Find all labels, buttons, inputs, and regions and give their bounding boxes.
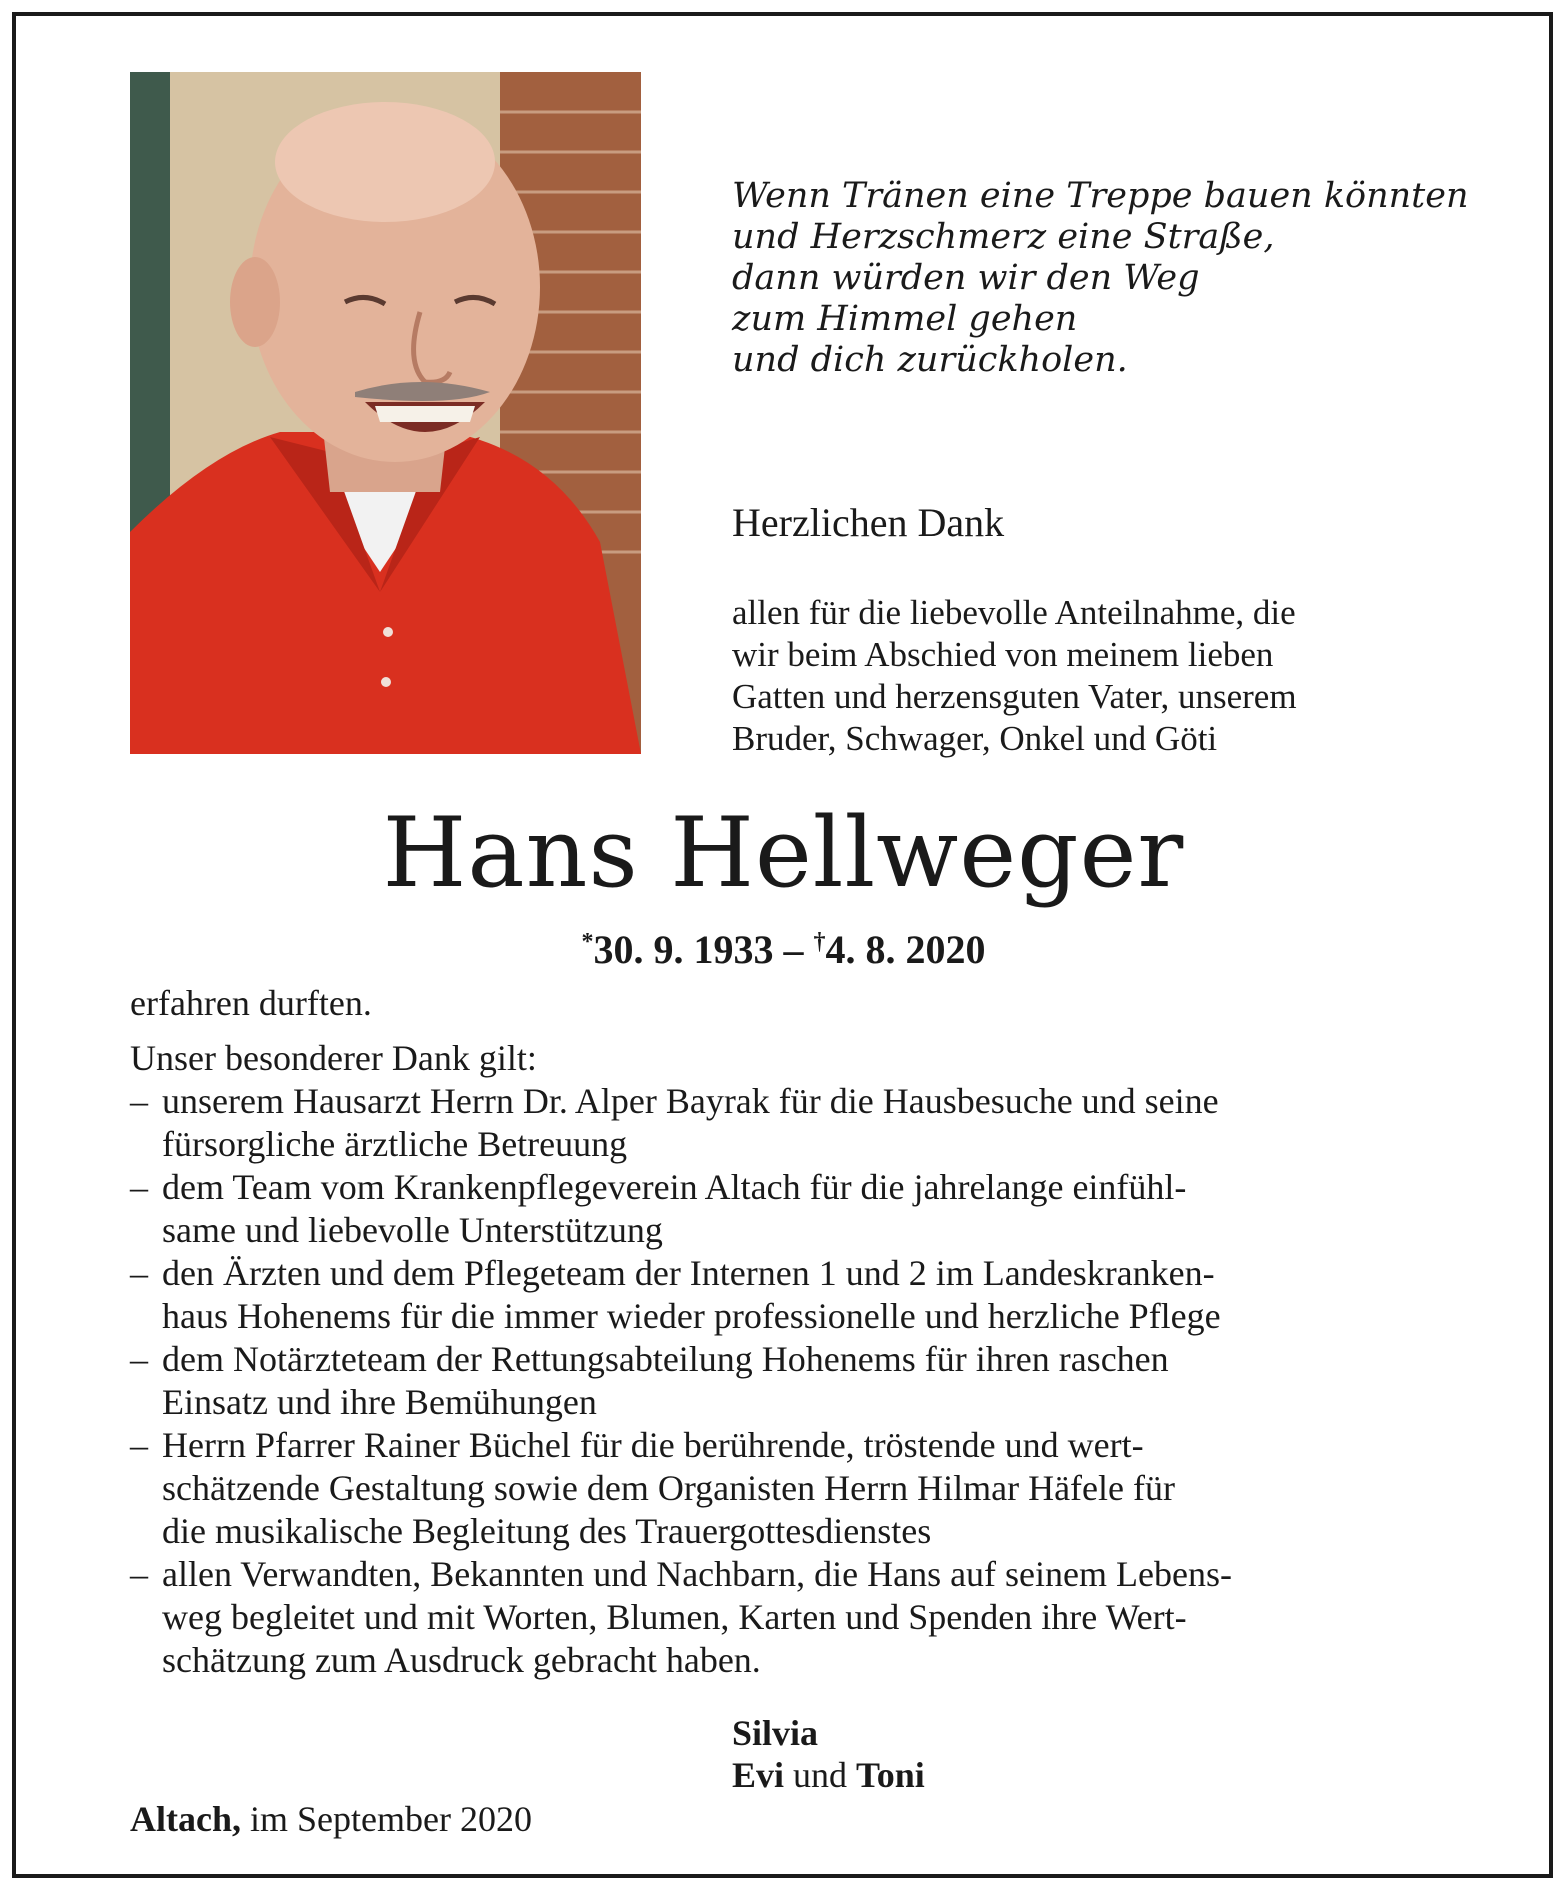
list-item-line: haus Hohenems für die immer wieder professionelle und herzliche Pflege xyxy=(162,1296,1221,1336)
thanks-intro xyxy=(732,592,1437,760)
date-text: im September 2020 xyxy=(250,1799,532,1839)
list-bullet: – xyxy=(130,1425,148,1465)
signatures xyxy=(732,1712,925,1796)
portrait-image xyxy=(130,72,641,754)
list-item-line: weg begleitet und mit Worten, Blumen, Karten und Spenden ihre Wert- xyxy=(162,1597,1187,1637)
thanks-intro-line: Bruder, Schwager, Onkel und Göti xyxy=(732,719,1218,758)
list-item-line: dem Notärzteteam der Rettungsabteilung Hohenems für ihren raschen xyxy=(162,1339,1169,1379)
life-dates xyxy=(0,918,1567,974)
list-bullet: – xyxy=(130,1167,148,1207)
poem-line: und Herzschmerz eine Straße, xyxy=(732,217,1275,257)
signature-and: und xyxy=(793,1755,848,1795)
list-item-line: den Ärzten und dem Pflegeteam der Internen 1 und 2 im Landeskranken- xyxy=(162,1253,1215,1293)
signature-toni: Toni xyxy=(856,1755,925,1795)
list-item-line: same und liebevolle Unterstützung xyxy=(162,1210,663,1250)
place: Altach, xyxy=(130,1799,241,1839)
signature-silvia: Silvia xyxy=(732,1713,819,1753)
list-bullet: – xyxy=(130,1081,148,1121)
list-item-line: Einsatz und ihre Bemühungen xyxy=(162,1382,597,1422)
birth-date: 30. 9. 1933 xyxy=(593,927,774,972)
thanks-intro-line: Gatten und herzensguten Vater, unserem xyxy=(732,677,1297,716)
thanks-intro-line: wir beim Abschied von meinem lieben xyxy=(732,635,1274,674)
list-item-line: schätzung zum Ausdruck gebracht haben. xyxy=(162,1640,761,1680)
list-item-line: die musikalische Begleitung des Trauergottesdienstes xyxy=(162,1511,932,1551)
list-item-line: Herrn Pfarrer Rainer Büchel für die berührende, tröstende und wert- xyxy=(162,1425,1144,1465)
poem-line: zum Himmel gehen xyxy=(732,299,1078,339)
list-item xyxy=(130,1166,1438,1252)
deceased-name: Hans Hellweger xyxy=(382,797,1185,909)
list-bullet: – xyxy=(130,1554,148,1594)
list-item xyxy=(130,1338,1438,1424)
poem-line: und dich zurückholen. xyxy=(732,340,1128,380)
list-item-line: fürsorgliche ärztliche Betreuung xyxy=(162,1124,628,1164)
list-item xyxy=(130,1252,1438,1338)
special-thanks-heading: Unser besonderer Dank gilt: xyxy=(130,1038,537,1078)
thanks-intro-line: allen für die liebevolle Anteilnahme, die xyxy=(732,593,1296,632)
continuation-line: erfahren durften. xyxy=(130,983,372,1023)
date-separator: – xyxy=(783,927,804,972)
list-item xyxy=(130,1080,1438,1166)
list-item-line: unserem Hausarzt Herrn Dr. Alper Bayrak für die Hausbesuche und seine xyxy=(162,1081,1219,1121)
signature-evi: Evi xyxy=(732,1755,785,1795)
place-date xyxy=(130,1798,532,1840)
signature-line-2 xyxy=(732,1754,925,1796)
death-date: 4. 8. 2020 xyxy=(825,927,986,972)
portrait-photo xyxy=(130,72,641,754)
thanks-heading: Herzlichen Dank xyxy=(732,500,1005,545)
thanks-list xyxy=(130,1080,1438,1682)
list-item-line: dem Team vom Krankenpflegeverein Altach für die jahrelange einfühl- xyxy=(162,1167,1187,1207)
list-item xyxy=(130,1424,1438,1553)
list-item-line: allen Verwandten, Bekannten und Nachbarn, die Hans auf seinem Lebens- xyxy=(162,1554,1232,1594)
list-item-line: schätzende Gestaltung sowie dem Organisten Herrn Hilmar Häfele für xyxy=(162,1468,1175,1508)
list-bullet: – xyxy=(130,1339,148,1379)
list-item xyxy=(130,1553,1438,1682)
death-symbol: † xyxy=(813,929,826,955)
birth-symbol: * xyxy=(581,929,594,955)
poem xyxy=(732,176,1469,381)
poem-line: Wenn Tränen eine Treppe bauen könnten xyxy=(732,176,1469,216)
poem-line: dann würden wir den Weg xyxy=(732,258,1200,298)
list-bullet: – xyxy=(130,1253,148,1293)
body-text xyxy=(130,982,1438,1682)
